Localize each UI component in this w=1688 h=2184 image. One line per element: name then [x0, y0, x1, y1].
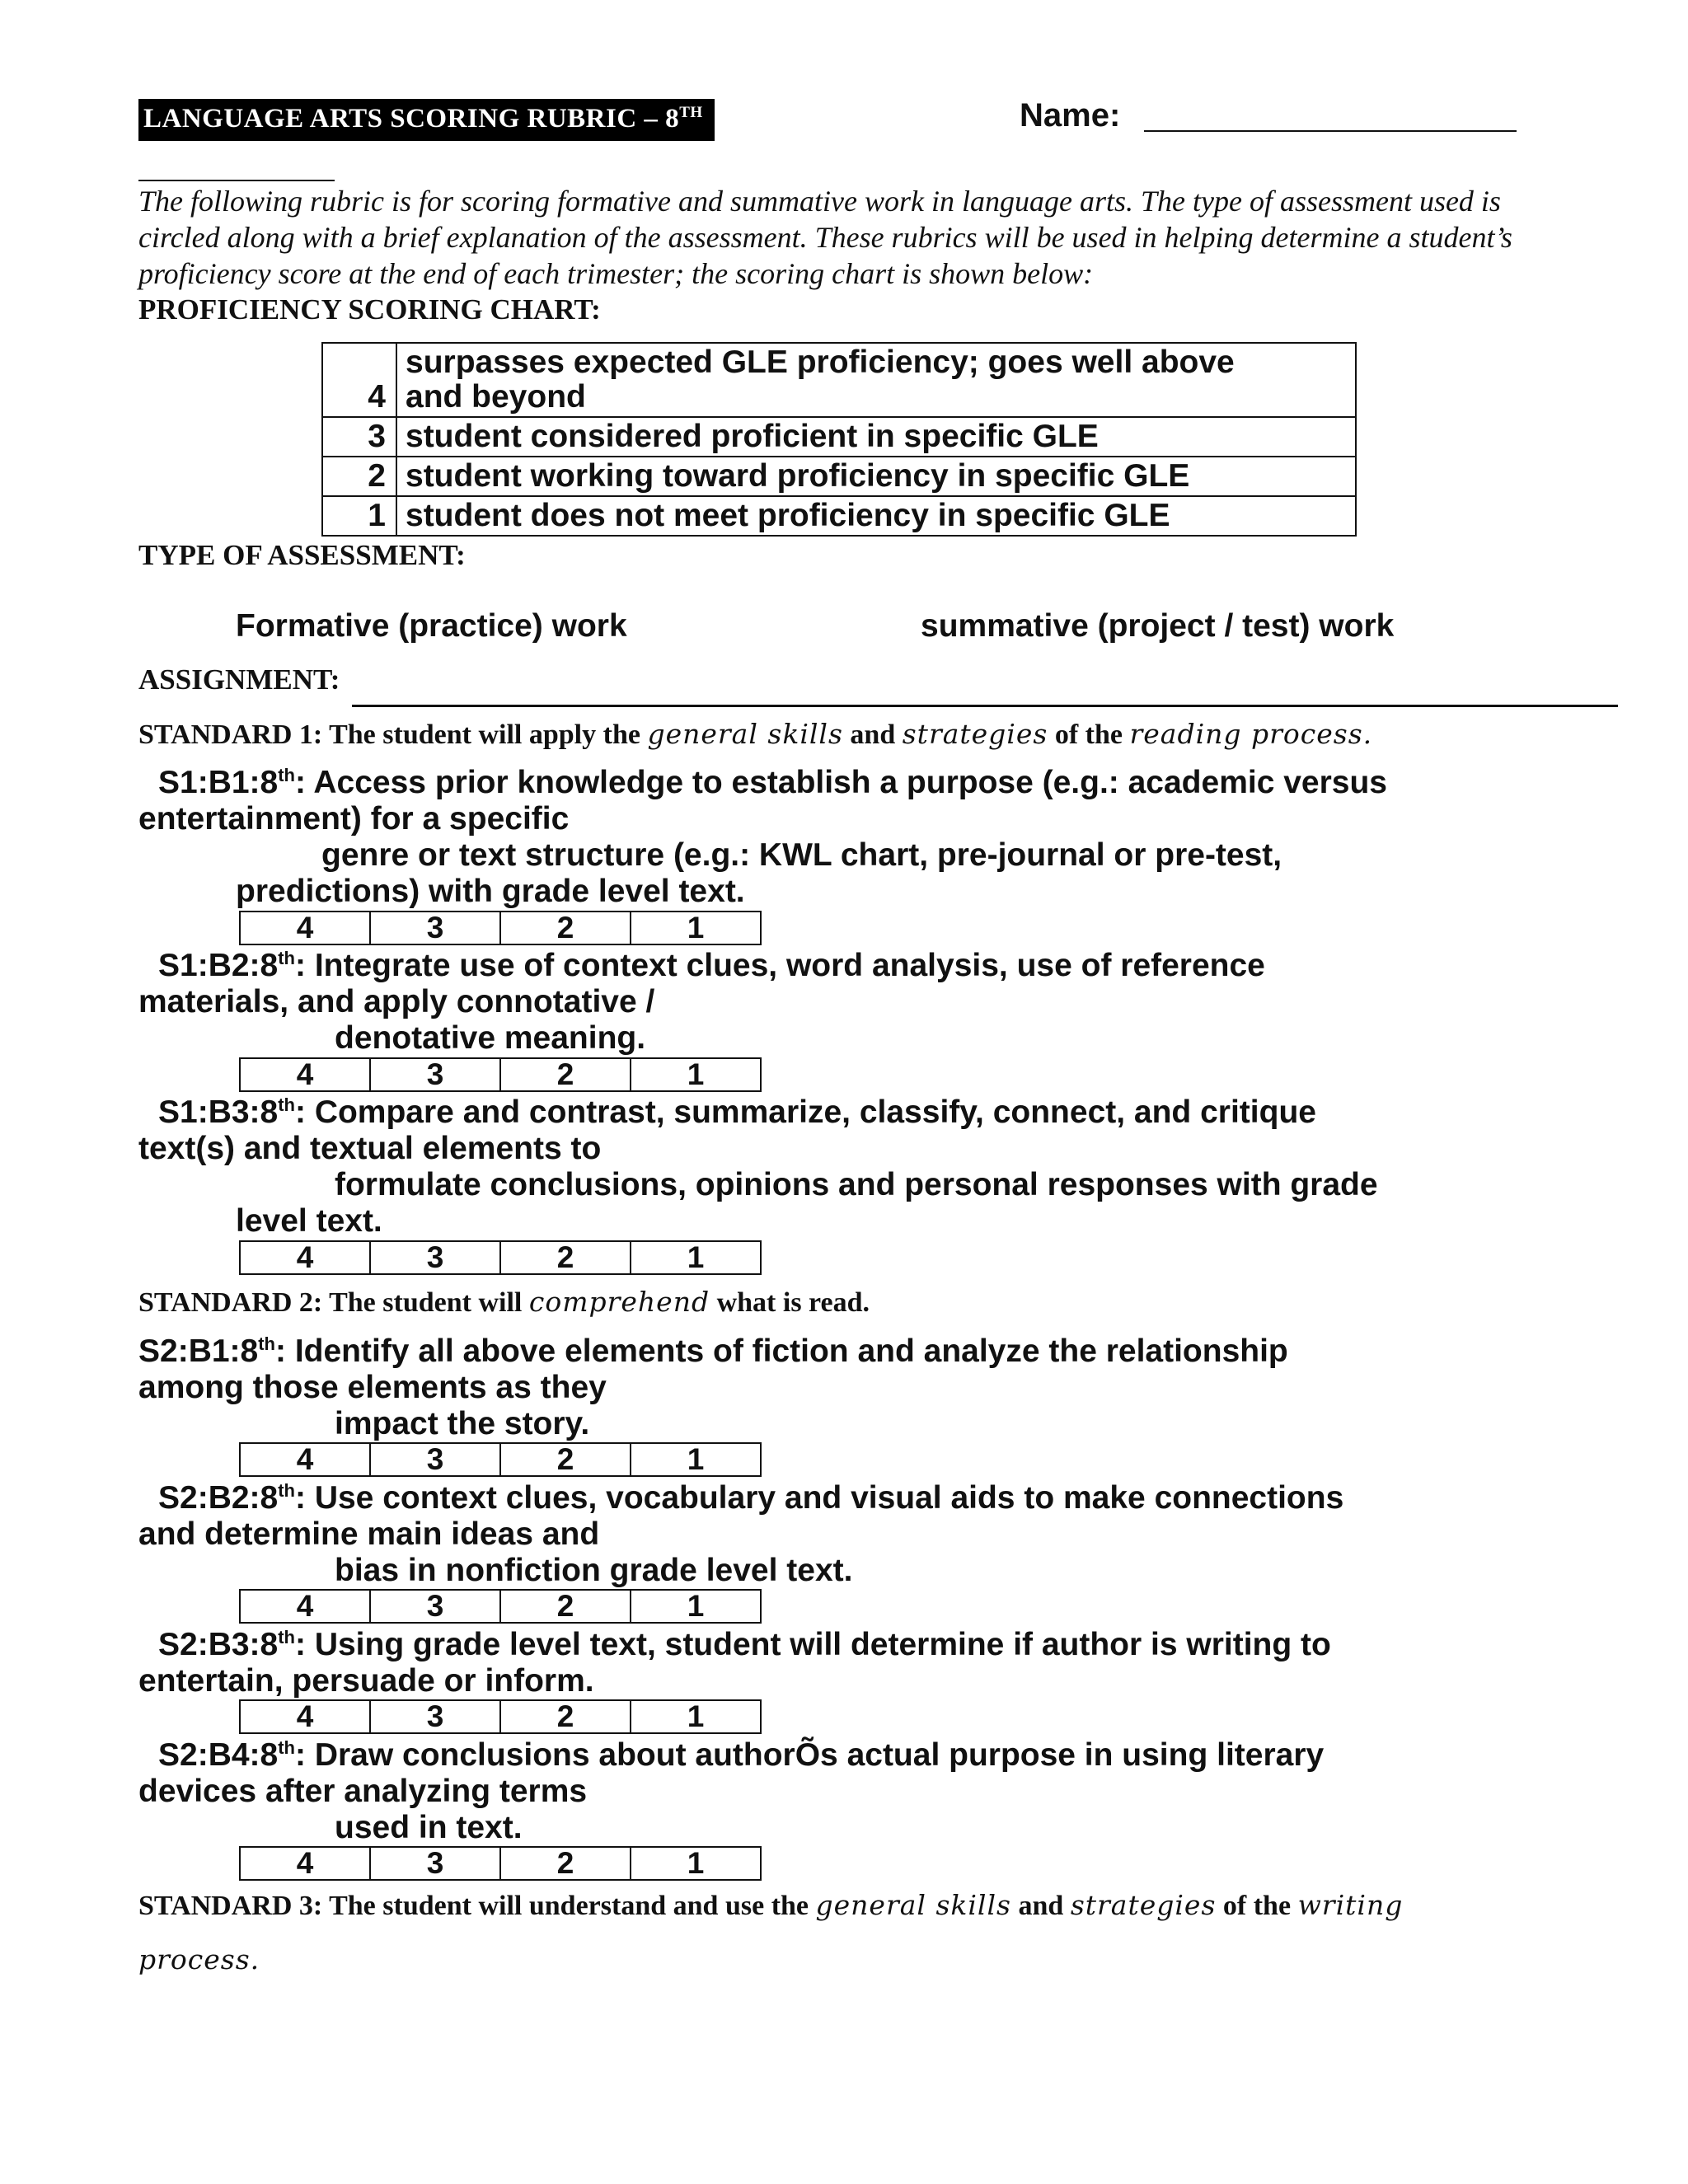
score-option-1[interactable]: 1	[631, 1443, 761, 1476]
benchmark-text: denotative meaning.	[335, 1020, 646, 1056]
benchmark-text: genre or text structure (e.g.: KWL chart, pre-journal or pre-test,	[321, 837, 1282, 873]
score-option-3[interactable]: 3	[370, 912, 500, 944]
benchmark-s1-b1: S1:B1:8th: Access prior knowledge to establish a purpose (e.g.: academic versus	[158, 765, 1387, 800]
benchmark-s1-b2: S1:B2:8th: Integrate use of context clues, word analysis, use of reference	[158, 948, 1265, 983]
score-option-4[interactable]: 4	[240, 1058, 370, 1091]
score-option-2[interactable]: 2	[500, 1590, 631, 1623]
score-option-2[interactable]: 2	[500, 1700, 631, 1733]
score-option-3[interactable]: 3	[370, 1590, 500, 1623]
score-option-1[interactable]: 1	[631, 1058, 761, 1091]
benchmark-s2-b4: S2:B4:8th: Draw conclusions about authorÕs actual purpose in using literary	[158, 1737, 1325, 1773]
benchmark-text: text(s) and textual elements to	[138, 1131, 602, 1166]
standard-3-heading: STANDARD 3: The student will understand and use the general skills and strategies of the writing	[138, 1889, 1404, 1921]
name-field[interactable]	[1144, 130, 1517, 132]
score-option-3[interactable]: 3	[370, 1700, 500, 1733]
assessment-type-heading: TYPE OF ASSESSMENT:	[138, 539, 466, 571]
description-cell: student does not meet proficiency in specific GLE	[396, 496, 1356, 536]
standard-3-continuation: process.	[138, 1943, 260, 1975]
score-option-3[interactable]: 3	[370, 1241, 500, 1274]
score-cell: 3	[322, 417, 396, 457]
score-option-2[interactable]: 2	[500, 1443, 631, 1476]
score-boxes	[239, 1442, 762, 1477]
benchmark-text: materials, and apply connotative /	[138, 984, 655, 1019]
standard-1-heading: STANDARD 1: The student will apply the general skills and strategies of the reading process.	[138, 718, 1373, 750]
score-boxes	[239, 1589, 762, 1624]
benchmark-text: devices after analyzing terms	[138, 1774, 588, 1809]
score-boxes	[239, 911, 762, 945]
score-option-4[interactable]: 4	[240, 1443, 370, 1476]
benchmark-text: entertain, persuade or inform.	[138, 1663, 594, 1699]
score-option-4[interactable]: 4	[240, 1700, 370, 1733]
score-option-1[interactable]: 1	[631, 1700, 761, 1733]
score-option-3[interactable]: 3	[370, 1443, 500, 1476]
benchmark-text: formulate conclusions, opinions and personal responses with grade	[335, 1167, 1378, 1202]
score-boxes	[239, 1240, 762, 1275]
score-cell: 4	[322, 343, 396, 417]
name-label: Name:	[1020, 97, 1121, 134]
benchmark-s2-b3: S2:B3:8th: Using grade level text, student will determine if author is writing to	[158, 1627, 1331, 1662]
score-option-1[interactable]: 1	[631, 1847, 761, 1880]
assignment-label: ASSIGNMENT:	[138, 663, 340, 696]
score-boxes	[239, 1699, 762, 1734]
benchmark-text: level text.	[236, 1203, 382, 1239]
assignment-field[interactable]	[352, 705, 1618, 707]
standard-2-heading: STANDARD 2: The student will comprehend what is read.	[138, 1286, 870, 1318]
formative-option[interactable]: Formative (practice) work	[236, 608, 627, 644]
score-option-4[interactable]: 4	[240, 1590, 370, 1623]
score-option-4[interactable]: 4	[240, 1847, 370, 1880]
score-cell: 2	[322, 457, 396, 496]
score-option-3[interactable]: 3	[370, 1058, 500, 1091]
description-cell: surpasses expected GLE proficiency; goes well above and beyond	[396, 343, 1356, 417]
benchmark-text: impact the story.	[335, 1406, 590, 1441]
benchmark-text: used in text.	[335, 1810, 523, 1845]
benchmark-s1-b3: S1:B3:8th: Compare and contrast, summarize, classify, connect, and critique	[158, 1094, 1316, 1130]
proficiency-chart	[321, 342, 1357, 537]
table-row	[322, 343, 1356, 417]
proficiency-chart-heading: PROFICIENCY SCORING CHART:	[138, 293, 601, 326]
score-boxes	[239, 1846, 762, 1881]
score-option-2[interactable]: 2	[500, 1847, 631, 1880]
intro-paragraph	[138, 183, 1556, 292]
description-cell: student working toward proficiency in specific GLE	[396, 457, 1356, 496]
benchmark-text: predictions) with grade level text.	[236, 874, 745, 909]
table-row	[322, 496, 1356, 536]
benchmark-s2-b2: S2:B2:8th: Use context clues, vocabulary and visual aids to make connections	[158, 1480, 1344, 1516]
table-row	[322, 417, 1356, 457]
intro-line: proficiency score at the end of each trimester; the scoring chart is shown below:	[138, 257, 1094, 290]
intro-line: circled along with a brief explanation of the assessment. These rubrics will be used in helping determine a student’s	[138, 221, 1512, 254]
page-title: LANGUAGE ARTS SCORING RUBRIC – 8TH	[138, 99, 715, 141]
summative-option[interactable]: summative (project / test) work	[921, 608, 1395, 644]
score-option-4[interactable]: 4	[240, 1241, 370, 1274]
score-option-2[interactable]: 2	[500, 1058, 631, 1091]
score-boxes	[239, 1057, 762, 1092]
benchmark-text: bias in nonfiction grade level text.	[335, 1553, 853, 1588]
intro-line: The following rubric is for scoring formative and summative work in language arts. The type of assessment used is	[138, 185, 1501, 218]
benchmark-text: entertainment) for a specific	[138, 801, 570, 837]
score-option-3[interactable]: 3	[370, 1847, 500, 1880]
benchmark-text: and determine main ideas and	[138, 1516, 600, 1552]
score-option-4[interactable]: 4	[240, 912, 370, 944]
table-row	[322, 457, 1356, 496]
score-option-2[interactable]: 2	[500, 1241, 631, 1274]
score-cell: 1	[322, 496, 396, 536]
score-option-1[interactable]: 1	[631, 1241, 761, 1274]
benchmark-s2-b1: S2:B1:8th: Identify all above elements of fiction and analyze the relationship	[138, 1333, 1288, 1369]
benchmark-text: among those elements as they	[138, 1370, 607, 1405]
score-option-1[interactable]: 1	[631, 1590, 761, 1623]
divider	[138, 180, 335, 181]
description-cell: student considered proficient in specific GLE	[396, 417, 1356, 457]
score-option-2[interactable]: 2	[500, 912, 631, 944]
score-option-1[interactable]: 1	[631, 912, 761, 944]
